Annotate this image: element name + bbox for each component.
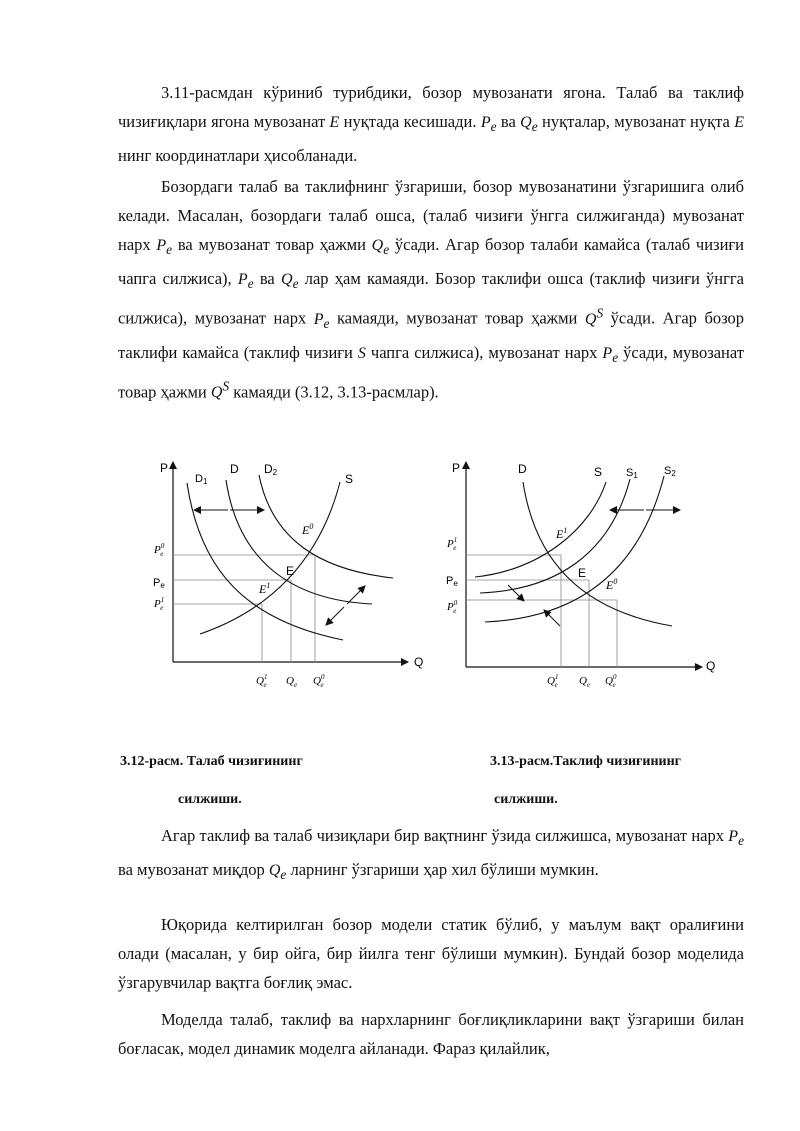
caption-fig-3-13: 3.13-расм.Таклиф чизиғининг: [490, 754, 681, 769]
symbol-qe: $Q_e$: [371, 237, 390, 258]
paragraph-dynamic-model: Моделда талаб, таклиф ва нархларнинг боғлиқликларини вақт ўзгариши билан боғласак, модел динамик моделга айланади. Фараз қилайлик,: [118, 1010, 744, 1058]
point-label-e1: $E^1$: [556, 526, 568, 541]
text-run: ва мувозанат миқдор: [118, 860, 269, 880]
symbol-qe: $Q_e$: [268, 862, 287, 883]
text-run: лар ҳам камаяди. Бозор таклифи ошса (таклиф чизиғи ўнгга силжиса), мувозанат нарх: [118, 269, 744, 328]
curve-label-s1: S1: [626, 467, 638, 480]
x-tick-qe0: $Q^0$ e: [605, 673, 617, 689]
symbol-e: E: [734, 114, 744, 131]
caption-fig-3-13-line2: силжиши.: [494, 792, 558, 807]
point-label-e0: $E^0$: [606, 577, 618, 592]
x-axis-label: Q: [706, 659, 716, 673]
point-label-e: E: [578, 566, 587, 580]
demand-curve-d1: [187, 483, 343, 640]
point-label-e: E: [286, 564, 295, 578]
text-run: ва: [253, 269, 281, 289]
text-run: нинг координатлари ҳисобланади.: [118, 146, 358, 166]
text-run: чапга силжиса), мувозанат нарх: [365, 342, 603, 362]
figure-3-12: [153, 461, 423, 689]
curve-label-d2: D2: [264, 462, 278, 477]
text-run: ва: [496, 112, 521, 131]
point-label-e1: $E^1$: [259, 581, 271, 596]
x-tick-qe: $Q_e$: [286, 675, 298, 689]
x-tick-qe1: $Q^1$ e: [256, 673, 268, 689]
supply-curve-s1: [480, 479, 630, 593]
text-run: ўсади, мувозанат товар ҳажми: [118, 342, 744, 402]
curve-label-d: D: [518, 462, 527, 476]
curve-label-s: S: [594, 465, 603, 479]
text-run: нуқталар, мувозанат нуқта: [537, 112, 735, 131]
caption-fig-3-12-line2: силжиши.: [178, 792, 242, 807]
paragraph-static-model: Юқорида келтирилган бозор модели статик бўлиб, у маълум вақт оралиғини олади (масалан, у бир ойга, бир йилга тенг бўлиши мумкин). Бундай бозор моделида ўзгарувчилар вақтга боғлиқ эмас.: [118, 915, 744, 992]
demand-curve-d2: [259, 475, 393, 578]
y-tick-pe: Pe: [446, 575, 458, 588]
demand-curve-d: [226, 480, 372, 604]
symbol-qs: $Q^S$: [584, 305, 604, 328]
y-tick-pe: Pe: [153, 577, 165, 590]
x-axis-label: Q: [414, 655, 424, 669]
up-left-arrow: [544, 610, 560, 626]
symbol-pe: $P_e$: [480, 114, 497, 135]
paragraph-simultaneous-shift: [118, 821, 744, 889]
y-tick-pe1: $P^1$ e: [447, 536, 458, 552]
text-run: Агар таклиф ва талаб чизиқлари бир вақтнинг ўзида силжишса, мувозанат нарх: [161, 826, 729, 845]
x-tick-qe: $Q_e$: [579, 675, 591, 689]
paragraph-demand-supply-shift: [118, 172, 744, 407]
symbol-pe: $P_e$: [156, 237, 173, 258]
guide-lines: [466, 555, 617, 667]
symbol-qs: $Q^S$: [210, 379, 230, 402]
symbol-qe: $Q_e$: [520, 114, 538, 135]
text-run: камаяди (3.12, 3.13-расмлар).: [229, 382, 439, 402]
symbol-pe: $P_e$: [237, 271, 254, 292]
symbol-pe: $P_e$: [728, 828, 744, 849]
curve-label-d: D: [230, 462, 239, 476]
curve-label-d1: D1: [195, 473, 208, 486]
y-tick-pe0: $P^0$ e: [154, 542, 165, 558]
curve-label-s2: S2: [664, 465, 676, 478]
point-label-e0: $E^0$: [302, 522, 314, 537]
curve-label-s: S: [345, 472, 354, 486]
up-right-arrow: [347, 586, 365, 604]
symbol-e: E: [329, 114, 340, 131]
symbol-pe: $P_e$: [602, 344, 619, 366]
figure-pair: [0, 450, 800, 700]
symbol-pe: $P_e$: [313, 310, 330, 331]
text-run: ўсади. Агар бозор талаби камайса (талаб чизиғи чапга силжиса),: [118, 235, 745, 289]
symbol-qe: $Q_e$: [281, 271, 299, 292]
figure-3-13: [446, 461, 715, 689]
y-axis-label: P: [452, 461, 461, 475]
paragraph-equilibrium-unique: [118, 78, 744, 170]
text-run: камаяди, мувозанат товар ҳажми: [329, 308, 585, 328]
supply-curve-s: [475, 482, 606, 577]
y-axis-label: P: [160, 461, 169, 475]
down-left-arrow: [326, 607, 344, 625]
x-tick-qe1: $Q^1$ e: [547, 673, 559, 689]
symbol-s: S: [357, 344, 366, 362]
x-tick-qe0: $Q^0$ e: [313, 673, 325, 689]
text-run: ўсади. Агар бозор таклифи камайса (таклиф чизиғи: [118, 308, 745, 362]
caption-fig-3-12: 3.12-расм. Талаб чизиғининг: [120, 754, 303, 769]
y-tick-pe0: $P^0$ e: [447, 599, 458, 615]
y-tick-pe1: $P^1$ e: [154, 596, 165, 612]
text-run: 3.11-расмдан кўриниб турибдики, бозор мувозанати ягона. Талаб ва таклиф чизиғиқлари ягона мувозанат: [118, 83, 744, 131]
text-run: нуқтада кесишади.: [339, 112, 481, 131]
text-run: ларнинг ўзгариши ҳар хил бўлиши мумкин.: [286, 860, 599, 880]
text-run: ва мувозанат товар ҳажми: [172, 235, 372, 254]
text-run: Бозордаги талаб ва таклифнинг ўзгариши, бозор мувозанатини ўзгаришига олиб келади. Масалан, бозордаги талаб ошса, (талаб чизиғи ўнгга силжиганда) мувозанат нарх: [118, 177, 744, 254]
